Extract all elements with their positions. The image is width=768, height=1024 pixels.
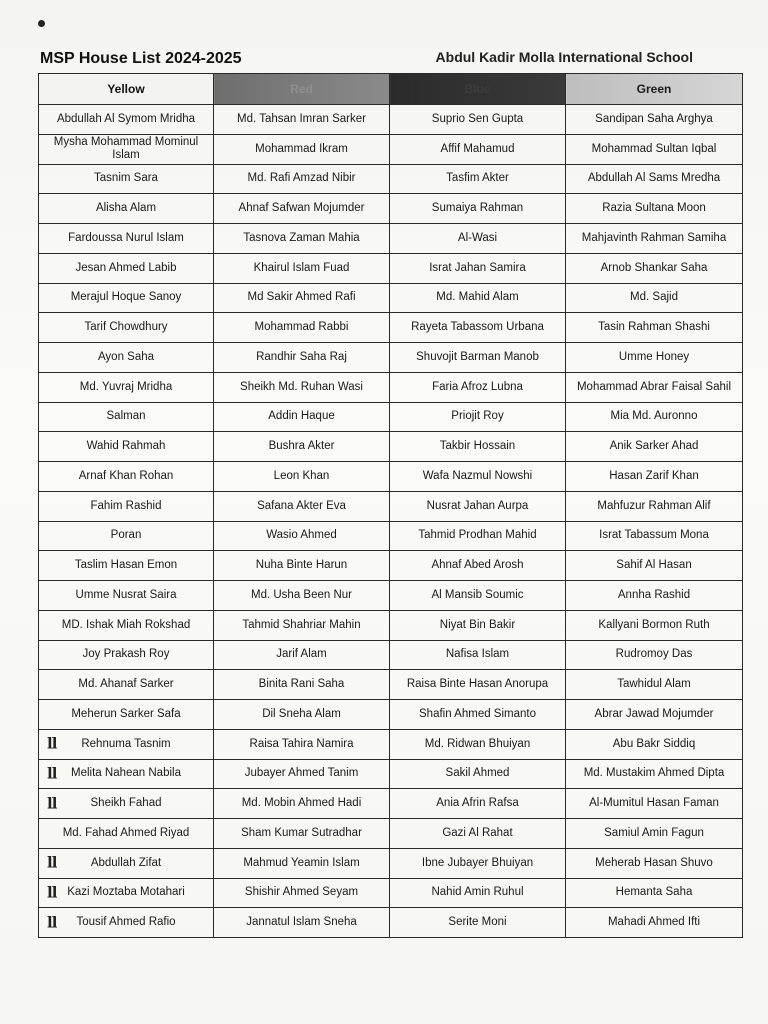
cell-blue: Sumaiya Rahman bbox=[390, 194, 566, 224]
cell-yellow bbox=[39, 729, 214, 759]
cell-yellow: Alisha Alam bbox=[39, 194, 214, 224]
column-header-yellow: Yellow bbox=[39, 74, 214, 105]
table-row bbox=[39, 610, 743, 640]
cell-yellow: Merajul Hoque Sanoy bbox=[39, 283, 214, 313]
table-row bbox=[39, 521, 743, 551]
student-name: Tousif Ahmed Rafio bbox=[76, 916, 176, 929]
ink-dot bbox=[38, 20, 45, 27]
cell-blue: Affif Mahamud bbox=[390, 134, 566, 164]
cell-yellow: Tarif Chowdhury bbox=[39, 313, 214, 343]
cell-yellow: Joy Prakash Roy bbox=[39, 640, 214, 670]
cell-green: Sandipan Saha Arghya bbox=[566, 105, 743, 135]
handwritten-tick-mark: ll bbox=[47, 853, 57, 872]
cell-blue: Md. Mahid Alam bbox=[390, 283, 566, 313]
cell-red: Randhir Saha Raj bbox=[214, 343, 390, 373]
cell-blue: Ania Afrin Rafsa bbox=[390, 789, 566, 819]
cell-red: Sham Kumar Sutradhar bbox=[214, 819, 390, 849]
cell-green: Hemanta Saha bbox=[566, 878, 743, 908]
column-header-red: Red bbox=[214, 74, 390, 105]
table-row bbox=[39, 729, 743, 759]
cell-blue: Niyat Bin Bakir bbox=[390, 610, 566, 640]
cell-blue: Takbir Hossain bbox=[390, 432, 566, 462]
house-list-table bbox=[38, 73, 743, 938]
handwritten-tick-mark: ll bbox=[47, 883, 57, 902]
cell-green: Mohammad Abrar Faisal Sahil bbox=[566, 372, 743, 402]
cell-blue: Rayeta Tabassom Urbana bbox=[390, 313, 566, 343]
cell-red: Raisa Tahira Namira bbox=[214, 729, 390, 759]
cell-red: Wasio Ahmed bbox=[214, 521, 390, 551]
cell-yellow: Tasnim Sara bbox=[39, 164, 214, 194]
cell-green: Sahif Al Hasan bbox=[566, 551, 743, 581]
cell-blue: Raisa Binte Hasan Anorupa bbox=[390, 670, 566, 700]
cell-green: Anik Sarker Ahad bbox=[566, 432, 743, 462]
cell-blue: Tasfim Akter bbox=[390, 164, 566, 194]
cell-yellow: Ayon Saha bbox=[39, 343, 214, 373]
table-row bbox=[39, 640, 743, 670]
cell-yellow bbox=[39, 759, 214, 789]
student-name: Sheikh Fahad bbox=[90, 797, 162, 810]
cell-red: Ahnaf Safwan Mojumder bbox=[214, 194, 390, 224]
document-title: MSP House List 2024-2025 bbox=[40, 50, 242, 67]
cell-blue: Wafa Nazmul Nowshi bbox=[390, 462, 566, 492]
cell-red: Addin Haque bbox=[214, 402, 390, 432]
cell-yellow bbox=[39, 848, 214, 878]
table-row bbox=[39, 700, 743, 730]
table-header-row bbox=[39, 74, 743, 105]
cell-red: Md. Tahsan Imran Sarker bbox=[214, 105, 390, 135]
table-row bbox=[39, 759, 743, 789]
cell-yellow: Jesan Ahmed Labib bbox=[39, 253, 214, 283]
cell-blue: Shafin Ahmed Simanto bbox=[390, 700, 566, 730]
cell-blue: Suprio Sen Gupta bbox=[390, 105, 566, 135]
school-name: Abdul Kadir Molla International School bbox=[435, 49, 693, 65]
cell-green: Arnob Shankar Saha bbox=[566, 253, 743, 283]
cell-yellow: Md. Fahad Ahmed Riyad bbox=[39, 819, 214, 849]
cell-green: Kallyani Bormon Ruth bbox=[566, 610, 743, 640]
cell-red: Md. Rafi Amzad Nibir bbox=[214, 164, 390, 194]
cell-yellow: Md. Ahanaf Sarker bbox=[39, 670, 214, 700]
cell-green: Md. Sajid bbox=[566, 283, 743, 313]
table-row bbox=[39, 551, 743, 581]
cell-green: Annha Rashid bbox=[566, 581, 743, 611]
cell-green: Abdullah Al Sams Mredha bbox=[566, 164, 743, 194]
cell-green: Hasan Zarif Khan bbox=[566, 462, 743, 492]
cell-green: Md. Mustakim Ahmed Dipta bbox=[566, 759, 743, 789]
table-row bbox=[39, 313, 743, 343]
cell-yellow bbox=[39, 878, 214, 908]
cell-blue: Faria Afroz Lubna bbox=[390, 372, 566, 402]
cell-green: Al-Mumitul Hasan Faman bbox=[566, 789, 743, 819]
cell-yellow: MD. Ishak Miah Rokshad bbox=[39, 610, 214, 640]
cell-red: Sheikh Md. Ruhan Wasi bbox=[214, 372, 390, 402]
cell-blue: Nafisa Islam bbox=[390, 640, 566, 670]
cell-green: Samiul Amin Fagun bbox=[566, 819, 743, 849]
cell-green: Mahjavinth Rahman Samiha bbox=[566, 224, 743, 254]
cell-yellow: Fardoussa Nurul Islam bbox=[39, 224, 214, 254]
handwritten-tick-mark: ll bbox=[47, 764, 57, 783]
table-row bbox=[39, 491, 743, 521]
cell-red: Jubayer Ahmed Tanim bbox=[214, 759, 390, 789]
cell-yellow: Meherun Sarker Safa bbox=[39, 700, 214, 730]
cell-red: Dil Sneha Alam bbox=[214, 700, 390, 730]
table-row bbox=[39, 402, 743, 432]
cell-green: Mohammad Sultan Iqbal bbox=[566, 134, 743, 164]
handwritten-tick-mark: ll bbox=[47, 794, 57, 813]
cell-green: Tawhidul Alam bbox=[566, 670, 743, 700]
cell-green: Umme Honey bbox=[566, 343, 743, 373]
cell-red: Tasnova Zaman Mahia bbox=[214, 224, 390, 254]
cell-blue: Gazi Al Rahat bbox=[390, 819, 566, 849]
column-header-green: Green bbox=[566, 74, 743, 105]
cell-green: Meherab Hasan Shuvo bbox=[566, 848, 743, 878]
cell-red: Md Sakir Ahmed Rafi bbox=[214, 283, 390, 313]
table-row bbox=[39, 908, 743, 938]
table-row bbox=[39, 105, 743, 135]
cell-green: Abu Bakr Siddiq bbox=[566, 729, 743, 759]
student-name: Kazi Moztaba Motahari bbox=[67, 886, 185, 899]
table-row bbox=[39, 878, 743, 908]
cell-blue: Serite Moni bbox=[390, 908, 566, 938]
table-row bbox=[39, 819, 743, 849]
table-row bbox=[39, 194, 743, 224]
cell-yellow: Arnaf Khan Rohan bbox=[39, 462, 214, 492]
cell-green: Rudromoy Das bbox=[566, 640, 743, 670]
table-row bbox=[39, 283, 743, 313]
student-name: Rehnuma Tasnim bbox=[81, 737, 171, 750]
cell-red: Jarif Alam bbox=[214, 640, 390, 670]
cell-green: Mia Md. Auronno bbox=[566, 402, 743, 432]
cell-red: Binita Rani Saha bbox=[214, 670, 390, 700]
cell-blue: Md. Ridwan Bhuiyan bbox=[390, 729, 566, 759]
cell-blue: Shuvojit Barman Manob bbox=[390, 343, 566, 373]
cell-blue: Sakil Ahmed bbox=[390, 759, 566, 789]
student-name: Melita Nahean Nabila bbox=[71, 767, 181, 780]
cell-blue: Ibne Jubayer Bhuiyan bbox=[390, 848, 566, 878]
table-row bbox=[39, 432, 743, 462]
cell-blue: Al-Wasi bbox=[390, 224, 566, 254]
cell-yellow: Abdullah Al Symom Mridha bbox=[39, 105, 214, 135]
cell-yellow: Wahid Rahmah bbox=[39, 432, 214, 462]
cell-yellow: Md. Yuvraj Mridha bbox=[39, 372, 214, 402]
table-row bbox=[39, 462, 743, 492]
table-row bbox=[39, 134, 743, 164]
cell-blue: Nahid Amin Ruhul bbox=[390, 878, 566, 908]
student-name: Abdullah Zifat bbox=[90, 856, 162, 869]
cell-blue: Israt Jahan Samira bbox=[390, 253, 566, 283]
table-row bbox=[39, 670, 743, 700]
table-row bbox=[39, 372, 743, 402]
cell-red: Khairul Islam Fuad bbox=[214, 253, 390, 283]
cell-green: Tasin Rahman Shashi bbox=[566, 313, 743, 343]
cell-green: Abrar Jawad Mojumder bbox=[566, 700, 743, 730]
cell-red: Leon Khan bbox=[214, 462, 390, 492]
table-body bbox=[39, 105, 743, 938]
cell-blue: Tahmid Prodhan Mahid bbox=[390, 521, 566, 551]
table-row bbox=[39, 164, 743, 194]
cell-red: Jannatul Islam Sneha bbox=[214, 908, 390, 938]
cell-yellow: Taslim Hasan Emon bbox=[39, 551, 214, 581]
cell-blue: Al Mansib Soumic bbox=[390, 581, 566, 611]
cell-red: Nuha Binte Harun bbox=[214, 551, 390, 581]
cell-red: Mahmud Yeamin Islam bbox=[214, 848, 390, 878]
table-row bbox=[39, 789, 743, 819]
column-header-blue: Blue bbox=[390, 74, 566, 105]
cell-green: Mahadi Ahmed Ifti bbox=[566, 908, 743, 938]
cell-yellow bbox=[39, 789, 214, 819]
cell-yellow bbox=[39, 908, 214, 938]
table-row bbox=[39, 343, 743, 373]
table-row bbox=[39, 581, 743, 611]
table-row bbox=[39, 848, 743, 878]
cell-red: Mohammad Rabbi bbox=[214, 313, 390, 343]
cell-yellow: Poran bbox=[39, 521, 214, 551]
table-row bbox=[39, 224, 743, 254]
cell-red: Md. Usha Been Nur bbox=[214, 581, 390, 611]
cell-yellow: Mysha Mohammad Mominul Islam bbox=[39, 134, 214, 164]
cell-red: Tahmid Shahriar Mahin bbox=[214, 610, 390, 640]
cell-red: Shishir Ahmed Seyam bbox=[214, 878, 390, 908]
cell-yellow: Umme Nusrat Saira bbox=[39, 581, 214, 611]
cell-red: Safana Akter Eva bbox=[214, 491, 390, 521]
table-row bbox=[39, 253, 743, 283]
cell-blue: Nusrat Jahan Aurpa bbox=[390, 491, 566, 521]
cell-green: Israt Tabassum Mona bbox=[566, 521, 743, 551]
cell-blue: Priojit Roy bbox=[390, 402, 566, 432]
cell-blue: Ahnaf Abed Arosh bbox=[390, 551, 566, 581]
cell-green: Mahfuzur Rahman Alif bbox=[566, 491, 743, 521]
cell-red: Bushra Akter bbox=[214, 432, 390, 462]
cell-yellow: Salman bbox=[39, 402, 214, 432]
handwritten-tick-mark: ll bbox=[47, 734, 57, 753]
cell-red: Mohammad Ikram bbox=[214, 134, 390, 164]
handwritten-tick-mark: ll bbox=[47, 913, 57, 932]
cell-red: Md. Mobin Ahmed Hadi bbox=[214, 789, 390, 819]
cell-green: Razia Sultana Moon bbox=[566, 194, 743, 224]
cell-yellow: Fahim Rashid bbox=[39, 491, 214, 521]
